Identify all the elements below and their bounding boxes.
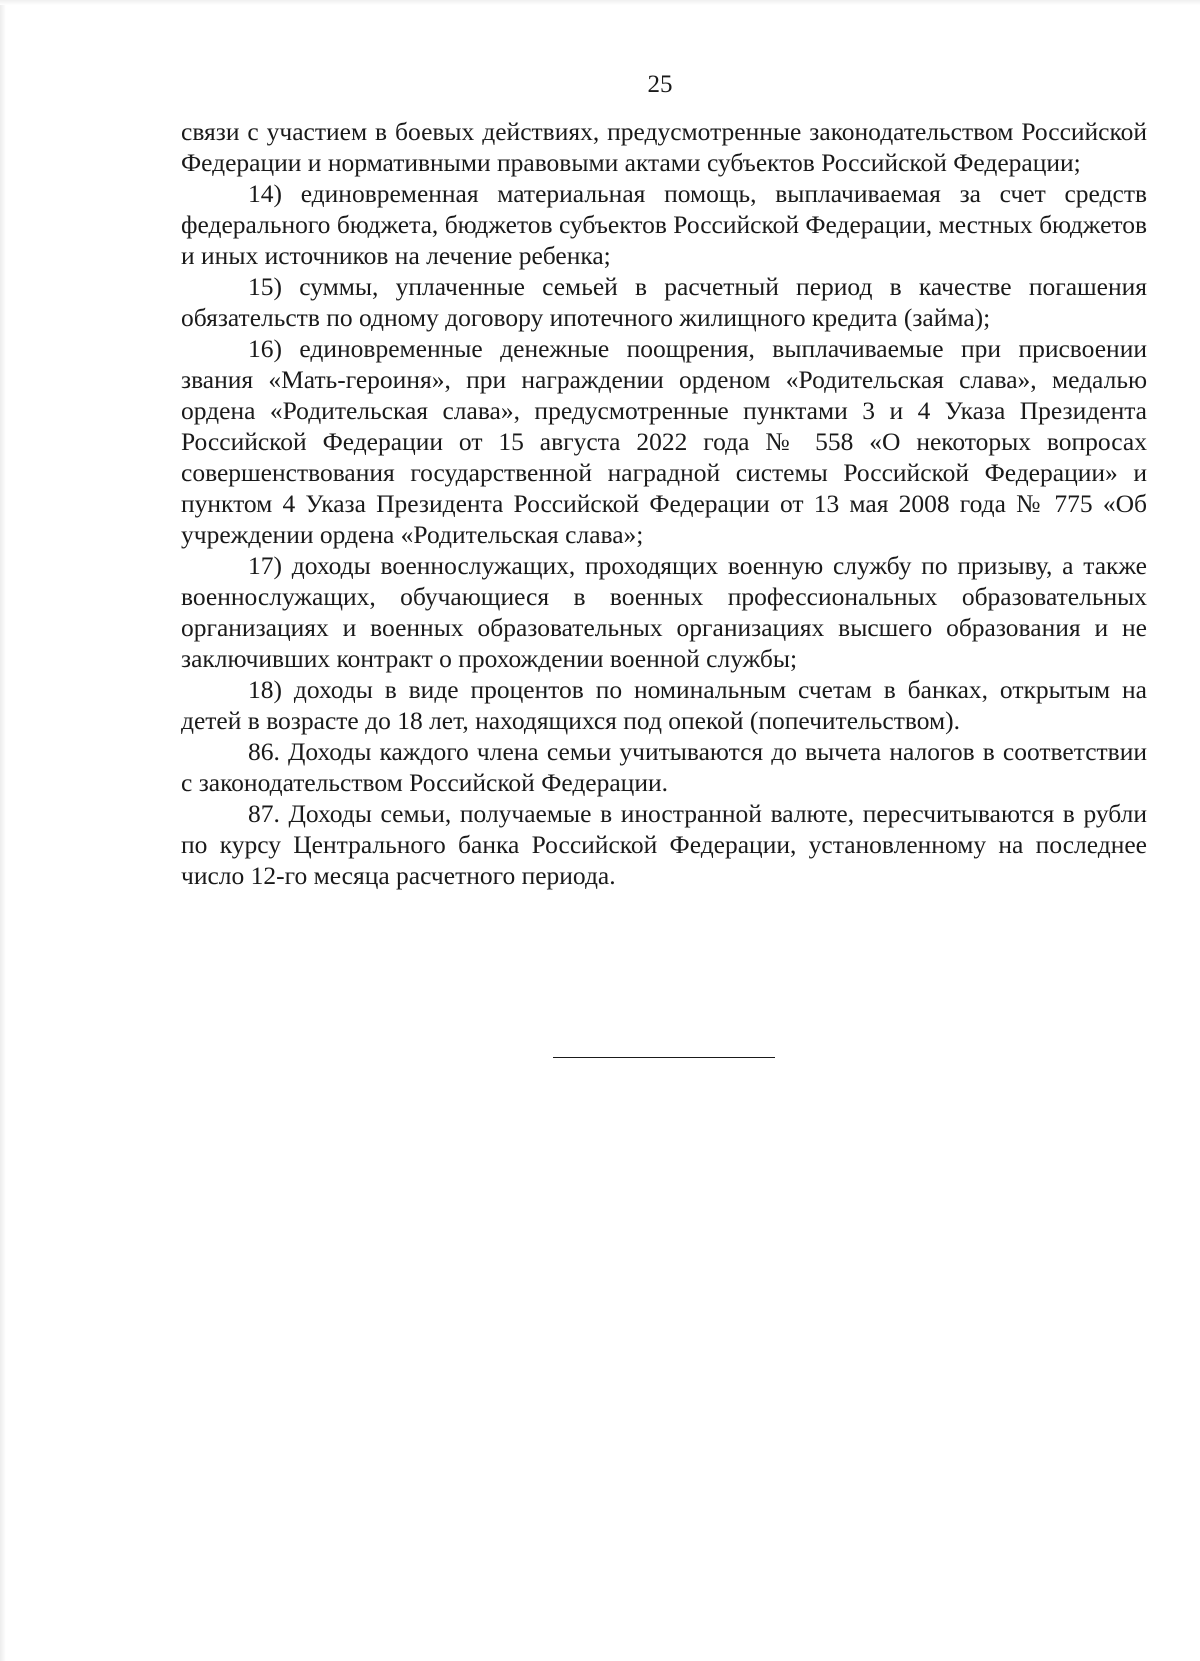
document-body <box>181 116 1147 891</box>
scan-edge-shadow <box>0 0 6 1661</box>
paragraph-continuation: связи с участием в боевых действиях, предусмотренные законодательством Российской Федерации и нормативными правовыми актами субъектов Российской Федерации; <box>181 117 1147 177</box>
end-of-document-rule <box>553 1057 775 1058</box>
page-number: 25 <box>647 71 673 98</box>
paragraph-item-18: 18) доходы в виде процентов по номинальным счетам в банках, открытым на детей в возрасте до 18 лет, находящихся под опекой (попечительством). <box>181 675 1147 735</box>
paragraph-section-86: 86. Доходы каждого члена семьи учитываются до вычета налогов в соответствии с законодательством Российской Федерации. <box>181 737 1147 797</box>
paragraph-item-17: 17) доходы военнослужащих, проходящих военную службу по призыву, а также военнослужащих, обучающиеся в военных профессиональных образовательных организациях и военных образовательных организациях высшего образования и не заключивших контракт о прохождении военной службы; <box>181 551 1147 673</box>
paragraph-item-15: 15) суммы, уплаченные семьей в расчетный период в качестве погашения обязательств по одному договору ипотечного жилищного кредита (займа); <box>181 272 1147 332</box>
scan-top-shadow <box>0 0 1200 5</box>
paragraph-item-14: 14) единовременная материальная помощь, выплачиваемая за счет средств федерального бюджета, бюджетов субъектов Российской Федерации, местных бюджетов и иных источников на лечение ребенка; <box>181 179 1147 270</box>
paragraph-item-16: 16) единовременные денежные поощрения, выплачиваемые при присвоении звания «Мать-героиня», при награждении орденом «Родительская слава», медалью ордена «Родительская слава», предусмотренные пунктами 3 и 4 Указа Президента Российской Федерации от 15 августа 2022 года № 558 «О некоторых вопросах совершенствования государственной наградной системы Российской Федерации» и пунктом 4 Указа Президента Российской Федерации от 13 мая 2008 года № 775 «Об учреждении ордена «Родительская слава»; <box>181 334 1147 549</box>
paragraph-section-87: 87. Доходы семьи, получаемые в иностранной валюте, пересчитываются в рубли по курсу Центрального банка Российской Федерации, установленному на последнее число 12-го месяца расчетного периода. <box>181 799 1147 890</box>
